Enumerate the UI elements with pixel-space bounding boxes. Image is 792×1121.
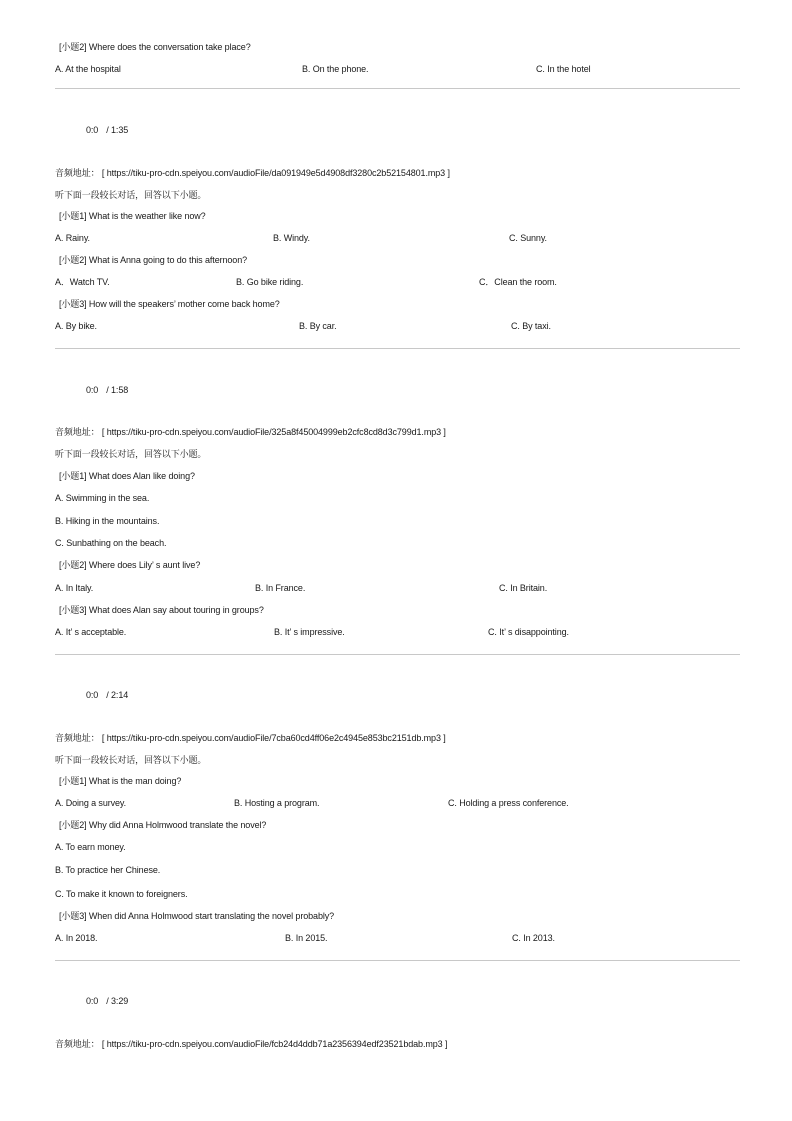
question-3: [小题3] How will the speakers’ mother come back home? bbox=[59, 299, 280, 309]
question-2: [小题2] Why did Anna Holmwood translate the novel? bbox=[59, 820, 267, 830]
option-b: B. To practice her Chinese. bbox=[55, 865, 161, 875]
option-b: B. It’ s impressive. bbox=[274, 627, 345, 637]
option-b: B. Windy. bbox=[273, 233, 310, 243]
total-time: / 2:14 bbox=[106, 690, 129, 700]
instruction: 听下面一段较长对话，回答以下小题。 bbox=[55, 190, 207, 200]
current-time: 0:0 bbox=[86, 385, 99, 395]
question-2: [小题2] Where does the conversation take place? bbox=[59, 42, 251, 52]
audio-player-time[interactable] bbox=[86, 690, 128, 701]
audio-player-time[interactable] bbox=[86, 996, 128, 1007]
instruction: 听下面一段较长对话，回答以下小题。 bbox=[55, 449, 207, 459]
option-b: B. Hosting a program. bbox=[234, 798, 320, 808]
option-c: C. It’ s disappointing. bbox=[488, 627, 569, 637]
option-c: C. By taxi. bbox=[511, 321, 551, 331]
current-time: 0:0 bbox=[86, 125, 99, 135]
option-b: B. In France. bbox=[255, 583, 306, 593]
option-a: A. Doing a survey. bbox=[55, 798, 127, 808]
option-a: A. At the hospital bbox=[55, 64, 121, 74]
option-a: A. By bike. bbox=[55, 321, 97, 331]
option-b: B. Hiking in the mountains. bbox=[55, 516, 160, 526]
option-c: C. In the hotel bbox=[536, 64, 591, 74]
option-a: A. In Italy. bbox=[55, 583, 94, 593]
instruction: 听下面一段较长对话，回答以下小题。 bbox=[55, 755, 207, 765]
option-a: A. To earn money. bbox=[55, 842, 126, 852]
divider bbox=[55, 88, 740, 89]
audio-url: 音频地址： [ https://tiku-pro-cdn.speiyou.com/audioFile/7cba60cd4ff06e2c4945e853bc2151db.mp3 ] bbox=[55, 733, 446, 743]
option-b: B. In 2015. bbox=[285, 933, 328, 943]
option-b: B. Go bike riding. bbox=[236, 277, 304, 287]
option-c: C．Clean the room. bbox=[479, 277, 557, 287]
option-c: C. Sunbathing on the beach. bbox=[55, 538, 167, 548]
total-time: / 1:58 bbox=[106, 385, 129, 395]
question-1: [小题1] What is the man doing? bbox=[59, 776, 182, 786]
option-b: B. On the phone. bbox=[302, 64, 369, 74]
total-time: / 1:35 bbox=[106, 125, 129, 135]
option-a: A. In 2018. bbox=[55, 933, 98, 943]
audio-url: 音频地址： [ https://tiku-pro-cdn.speiyou.com/audioFile/325a8f45004999eb2cfc8cd8d3c799d1.mp3 ] bbox=[55, 427, 446, 437]
question-1: [小题1] What does Alan like doing? bbox=[59, 471, 195, 481]
option-c: C. In Britain. bbox=[499, 583, 548, 593]
option-c: C. To make it known to foreigners. bbox=[55, 889, 188, 899]
audio-url: 音频地址： [ https://tiku-pro-cdn.speiyou.com/audioFile/fcb24d4ddb71a2356394edf23521bdab.mp3 ] bbox=[55, 1039, 448, 1049]
option-c: C. Holding a press conference. bbox=[448, 798, 569, 808]
divider bbox=[55, 654, 740, 655]
question-1: [小题1] What is the weather like now? bbox=[59, 211, 206, 221]
audio-url: 音频地址： [ https://tiku-pro-cdn.speiyou.com/audioFile/da091949e5d4908df3280c2b52154801.mp3 ] bbox=[55, 168, 450, 178]
question-2: [小题2] What is Anna going to do this afternoon? bbox=[59, 255, 248, 265]
divider bbox=[55, 348, 740, 349]
divider bbox=[55, 960, 740, 961]
option-c: C. In 2013. bbox=[512, 933, 555, 943]
option-a: A. It’ s acceptable. bbox=[55, 627, 127, 637]
total-time: / 3:29 bbox=[106, 996, 129, 1006]
question-2: [小题2] Where does Lily’ s aunt live? bbox=[59, 560, 201, 570]
question-3: [小题3] When did Anna Holmwood start translating the novel probably? bbox=[59, 911, 335, 921]
option-a: A. Rainy. bbox=[55, 233, 90, 243]
audio-player-time[interactable] bbox=[86, 385, 128, 396]
option-c: C. Sunny. bbox=[509, 233, 547, 243]
current-time: 0:0 bbox=[86, 690, 99, 700]
option-a: A. Swimming in the sea. bbox=[55, 493, 150, 503]
question-3: [小题3] What does Alan say about touring in groups? bbox=[59, 605, 264, 615]
audio-player-time[interactable] bbox=[86, 125, 128, 136]
option-b: B. By car. bbox=[299, 321, 337, 331]
option-a: A．Watch TV. bbox=[55, 277, 110, 287]
current-time: 0:0 bbox=[86, 996, 99, 1006]
